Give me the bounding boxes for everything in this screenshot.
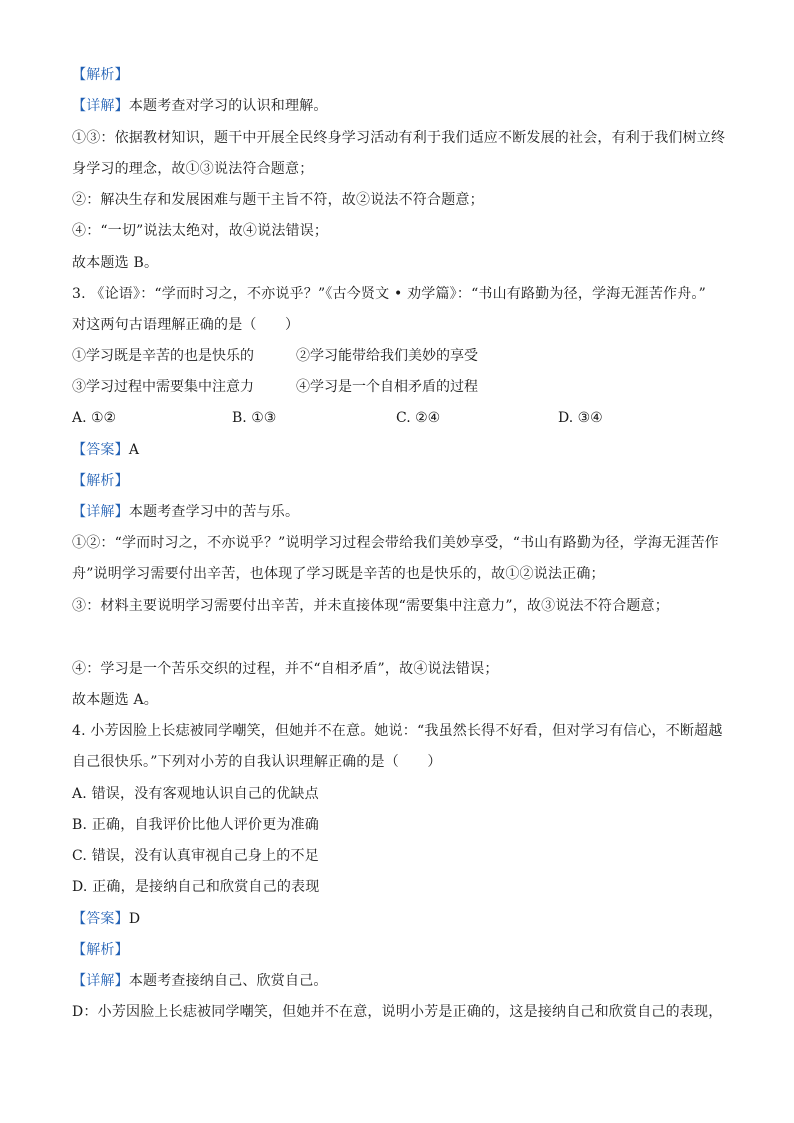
choice-c: C. 错误，没有认真审视自己身上的不足 xyxy=(72,848,319,864)
detail-text: 本题考查接纳自己、欣赏自己。 xyxy=(128,973,328,989)
conclusion-line: 故本题选 B。 xyxy=(72,255,159,271)
answer-label: 【答案】 xyxy=(72,442,129,458)
detail-line xyxy=(72,971,732,991)
detail-label: 【详解】 xyxy=(72,973,129,989)
answer-value: D xyxy=(128,911,141,927)
detail-label: 【详解】 xyxy=(72,504,129,520)
choice-c: C. ②④ xyxy=(396,410,441,426)
choice-d: D. 正确，是接纳自己和欣赏自己的表现 xyxy=(72,879,320,895)
section-label-analysis: 【解析】 xyxy=(72,473,129,489)
explanation-line: ①②：“学而时习之，不亦说乎？”说明学习过程会带给我们美妙享受，“书山有路勤为径，学海无涯苦作 xyxy=(72,535,719,551)
question-4-stem: 4. 小芳因脸上长痣被同学嘲笑，但她并不在意。她说：“我虽然长得不好看，但对学习有信心，不断超越 xyxy=(72,723,723,739)
explanation-line: D：小芳因脸上长痣被同学嘲笑，但她并不在意，说明小芳是正确的，这是接纳自己和欣赏自己的表现， xyxy=(72,1004,723,1020)
question-3-stem: 3. 《论语》：“学而时习之，不亦说乎？”《古今贤文 • 劝学篇》：“书山有路勤为径，学海无涯苦作舟。” xyxy=(72,286,706,302)
choice-b: B. 正确，自我评价比他人评价更为准确 xyxy=(72,817,319,833)
answer-line xyxy=(72,909,732,929)
explanation-line: ③：材料主要说明学习需要付出辛苦，并未直接体现“需要集中注意力”，故③说法不符合题意； xyxy=(72,598,669,614)
choice-a: A. ①② xyxy=(72,410,117,426)
detail-line xyxy=(72,502,732,522)
detail-text: 本题考查学习中的苦与乐。 xyxy=(128,504,300,520)
answer-label: 【答案】 xyxy=(72,911,129,927)
answer-value: A xyxy=(128,442,140,458)
statement-4: ④学习是一个自相矛盾的过程 xyxy=(296,379,478,395)
explanation-line: 舟”说明学习需要付出辛苦，也体现了学习既是辛苦的也是快乐的，故①②说法正确； xyxy=(72,566,605,582)
section-label-analysis: 【解析】 xyxy=(72,67,129,83)
explanation-line: ①③：依据教材知识，题干中开展全民终身学习活动有利于我们适应不断发展的社会，有利于我们树立终 xyxy=(72,130,726,146)
answer-line xyxy=(72,440,732,460)
choice-d: D. ③④ xyxy=(558,410,603,426)
statement-3: ③学习过程中需要集中注意力 xyxy=(72,379,254,395)
detail-line xyxy=(72,96,732,116)
section-label-analysis: 【解析】 xyxy=(72,942,129,958)
explanation-line: ④：“一切”说法太绝对，故④说法错误； xyxy=(72,223,329,239)
statement-2: ②学习能带给我们美妙的享受 xyxy=(296,348,478,364)
choice-a: A. 错误，没有客观地认识自己的优缺点 xyxy=(72,786,319,802)
choice-b: B. ①③ xyxy=(232,410,277,426)
detail-label: 【详解】 xyxy=(72,98,129,114)
statement-1: ①学习既是辛苦的也是快乐的 xyxy=(72,348,254,364)
detail-text: 本题考查对学习的认识和理解。 xyxy=(128,98,328,114)
explanation-line: 身学习的理念，故①③说法符合题意； xyxy=(72,161,314,177)
question-3-stem: 对这两句古语理解正确的是（ ） xyxy=(72,317,300,333)
question-4-stem: 自己很快乐。”下列对小芳的自我认识理解正确的是（ ） xyxy=(72,754,442,770)
explanation-line: ②：解决生存和发展困难与题干主旨不符，故②说法不符合题意； xyxy=(72,192,484,208)
explanation-line: ④：学习是一个苦乐交织的过程，并不“自相矛盾”，故④说法错误； xyxy=(72,661,499,677)
conclusion-line: 故本题选 A。 xyxy=(72,692,158,708)
